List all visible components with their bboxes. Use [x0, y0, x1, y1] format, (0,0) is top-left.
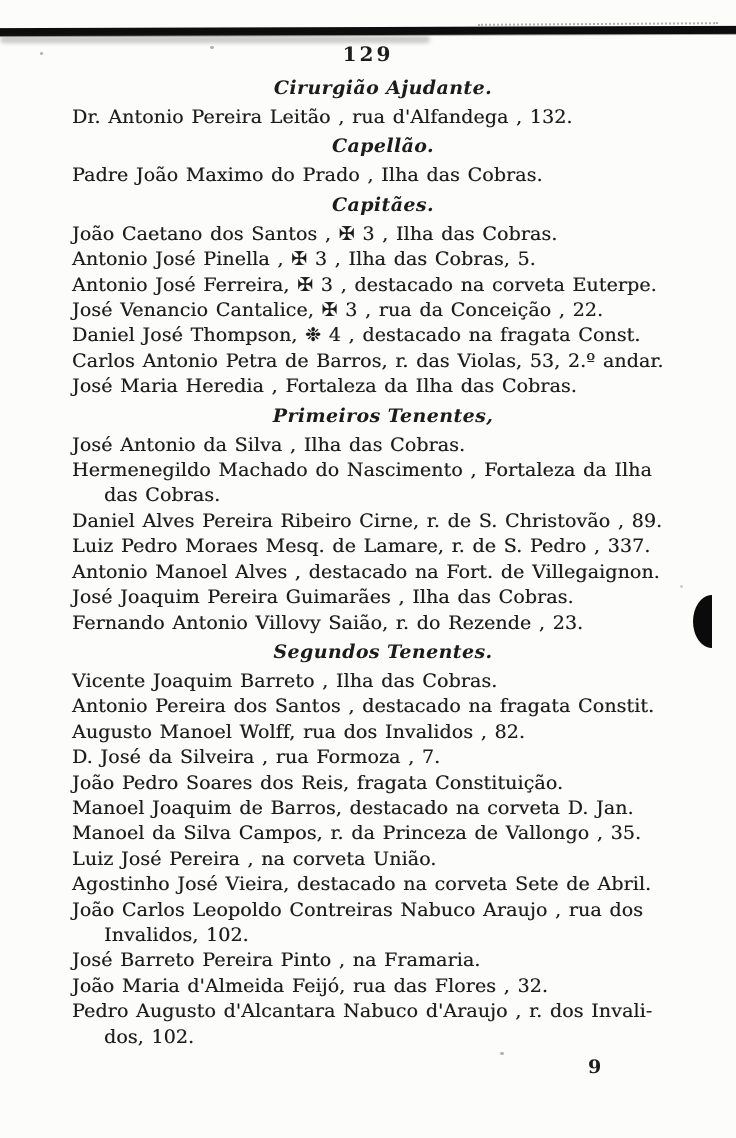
directory-line: Padre João Maximo do Prado , Ilha das Cobras.: [72, 164, 543, 187]
directory-line: José Joaquim Pereira Guimarães , Ilha das Cobras.: [72, 586, 574, 609]
signature-mark: 9: [588, 1056, 602, 1078]
directory-line: das Cobras.: [104, 484, 221, 507]
content: [0, 72, 736, 1050]
directory-line: Hermenegildo Machado do Nascimento , Fortaleza da Ilha: [72, 459, 652, 482]
directory-line: João Maria d'Almeida Feijó, rua das Flores , 32.: [72, 974, 548, 997]
directory-line: José Antonio da Silva , Ilha das Cobras.: [72, 433, 466, 456]
scan-speckle: [102, 170, 105, 173]
directory-line: José Maria Heredia , Fortaleza da Ilha das Cobras.: [72, 375, 577, 398]
page-number: 129: [342, 42, 394, 66]
directory-line: Fernando Antonio Villovy Saião, r. do Rezende , 23.: [72, 611, 584, 634]
directory-line: Vicente Joaquim Barreto , Ilha das Cobras.: [72, 669, 498, 692]
directory-line: José Venancio Cantalice, ✠ 3 , rua da Conceição , 22.: [72, 299, 604, 322]
section-heading: Capitães.: [331, 193, 435, 216]
directory-line: Manoel Joaquim de Barros, destacado na corveta D. Jan.: [72, 796, 634, 819]
directory-line: Antonio Pereira dos Santos , destacado na fragata Constit.: [72, 695, 655, 718]
directory-line: Invalidos, 102.: [104, 923, 249, 946]
directory-line: Pedro Augusto d'Alcantara Nabuco d'Araujo , r. dos Invali-: [72, 1000, 653, 1023]
directory-line: João Caetano dos Santos , ✠ 3 , Ilha das Cobras.: [72, 222, 558, 245]
directory-line: João Carlos Leopoldo Contreiras Nabuco Araujo , rua dos: [72, 898, 644, 921]
section-heading: Segundos Tenentes.: [273, 640, 493, 663]
directory-line: Agostinho José Vieira, destacado na corveta Sete de Abril.: [72, 873, 652, 896]
section-heading: Capellão.: [331, 135, 435, 158]
directory-line: Manoel da Silva Campos, r. da Princeza de Vallongo , 35.: [72, 822, 642, 845]
directory-line: Daniel José Thompson, ❉ 4 , destacado na fragata Const.: [72, 324, 641, 347]
directory-line: João Pedro Soares dos Reis, fragata Constituição.: [72, 771, 564, 794]
directory-line: Antonio José Pinella , ✠ 3 , Ilha das Cobras, 5.: [72, 248, 536, 271]
directory-line: Dr. Antonio Pereira Leitão , rua d'Alfandega , 132.: [72, 106, 573, 128]
directory-line: D. José da Silveira , rua Formoza , 7.: [72, 746, 441, 769]
scan-speckle: [680, 585, 683, 588]
top-rule: [0, 26, 736, 36]
directory-line: Antonio Manoel Alves , destacado na Fort. de Villegaignon.: [72, 560, 660, 583]
directory-line: dos, 102.: [104, 1025, 195, 1048]
directory-line: Luiz Pedro Moraes Mesq. de Lamare, r. de S. Pedro , 337.: [72, 535, 651, 558]
scan-speckle: [40, 52, 43, 55]
directory-line: José Barreto Pereira Pinto , na Framaria.: [72, 949, 481, 972]
directory-line: Luiz José Pereira , na corveta União.: [72, 847, 437, 870]
directory-line: Antonio José Ferreira, ✠ 3 , destacado na corveta Euterpe.: [72, 273, 657, 296]
section-heading: Cirurgião Ajudante.: [273, 77, 493, 99]
scan-speckle: [500, 1052, 504, 1055]
section-heading: Primeiros Tenentes,: [272, 404, 494, 427]
directory-line: Daniel Alves Pereira Ribeiro Cirne, r. de S. Christovão , 89.: [72, 509, 663, 532]
directory-line: Augusto Manoel Wolff, rua dos Invalidos , 82.: [72, 720, 525, 743]
scan-speckle: [210, 46, 214, 49]
directory-line: Carlos Antonio Petra de Barros, r. das Violas, 53, 2.º andar.: [72, 349, 664, 372]
